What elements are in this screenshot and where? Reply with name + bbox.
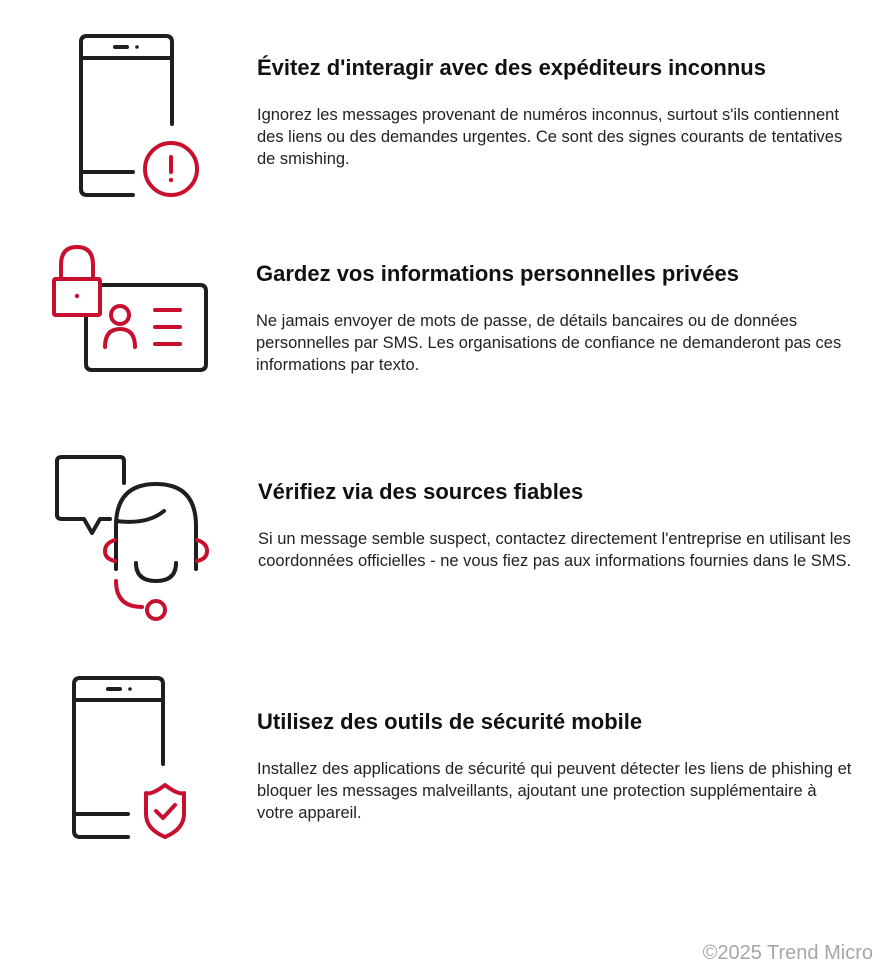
padlock-id-card-icon — [50, 243, 215, 378]
tip-title: Utilisez des outils de sécurité mobile — [257, 709, 643, 734]
smartphone-warning-icon — [75, 32, 205, 202]
tip-body: Ne jamais envoyer de mots de passe, de détails bancaires ou de données personnelles par SMS. Les organisations de confiance ne demanderont pas ces informations par texto. — [256, 312, 842, 374]
tip-title: Évitez d'interagir avec des expéditeurs inconnus — [257, 55, 766, 80]
copyright-text: ©2025 Trend Micro — [702, 942, 873, 964]
tip-body: Ignorez les messages provenant de numéros inconnus, surtout s'ils contiennent des liens ou des demandes urgentes. Ce sont des signes courants de tentatives de smishing. — [257, 106, 843, 168]
tip-body: Si un message semble suspect, contactez directement l'entreprise en utilisant les coordonnées officielles - ne vous fiez pas aux informations fournies dans le SMS. — [258, 530, 852, 570]
tip-body: Installez des applications de sécurité qui peuvent détecter les liens de phishing et bloquer les messages malveillants, ajoutant une protection supplémentaire à votre appareil. — [257, 760, 852, 822]
tip-title: Gardez vos informations personnelles privées — [256, 261, 739, 286]
support-agent-chat-icon — [52, 453, 217, 628]
tip-title: Vérifiez via des sources fiables — [258, 479, 584, 504]
smartphone-shield-icon — [68, 674, 198, 844]
